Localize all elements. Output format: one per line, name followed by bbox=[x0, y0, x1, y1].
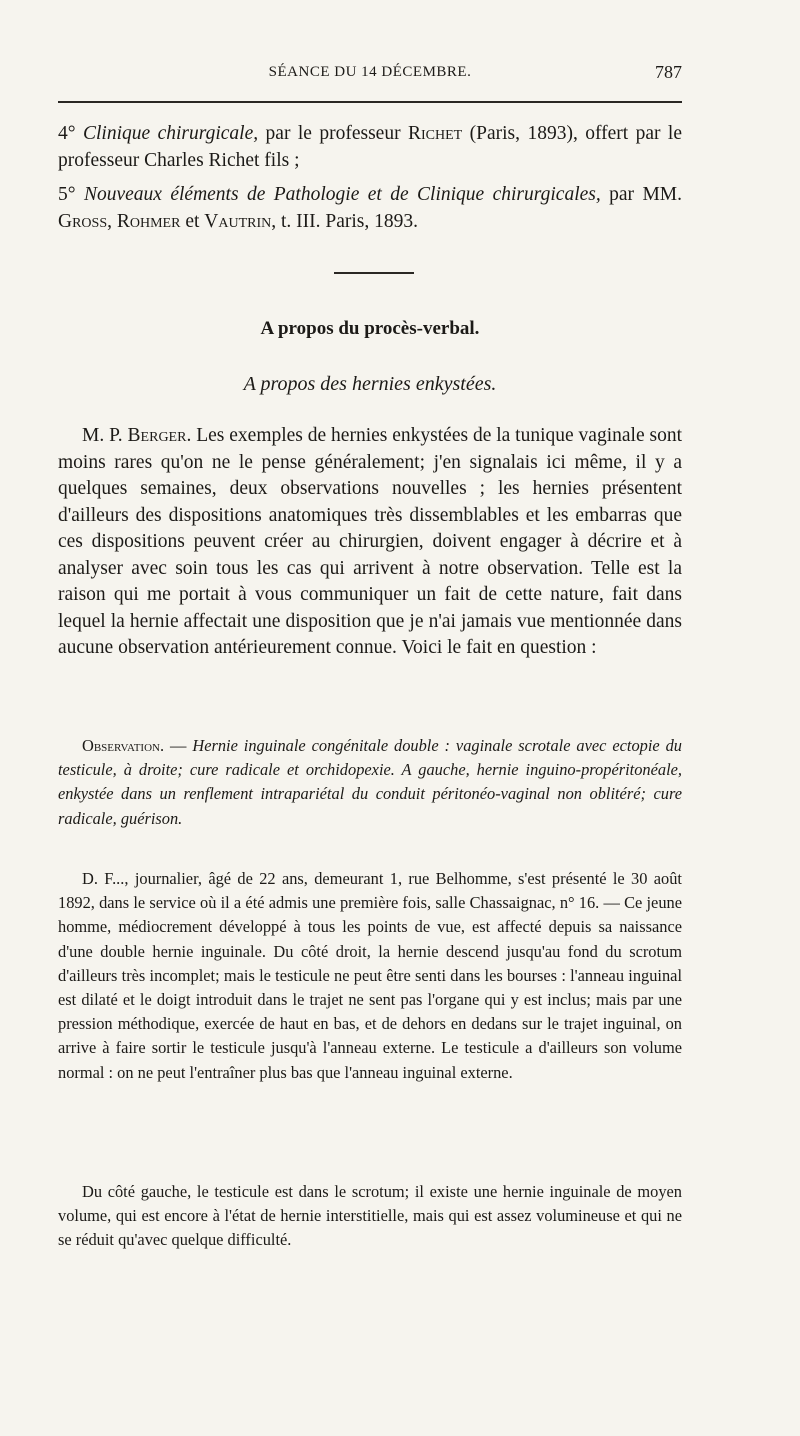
item-number: 4° bbox=[58, 123, 76, 144]
item-text: t. III. Paris, 1893. bbox=[280, 210, 419, 232]
item-text: (Paris, 1893), offert par le professeur Charles Richet fils ; bbox=[58, 123, 682, 171]
author-name: Rohmer bbox=[116, 210, 181, 232]
paragraph-text: Les exemples de hernies enkystées de la tunique vaginale sont moins rares qu'on ne le pense généralement; j'en signalais ici même, il y a quelques semaines, deux observations nouvelles ; les hernies présentent d'ailleurs des dispositions anatomiques très dissemblables et les embarras que ces dispositions peuvent créer au chirurgien, doivent engager à décrire et à analyser avec soin tous les cas qui arrivent à notre observation. Telle est la raison qui me portait à vous communiquer un fait de cette nature, fait dans lequel la hernie affectait une disposition que je n'ai jamais vue mentionnée dans aucune observation antérieurement connue. Voici le fait en question : bbox=[58, 425, 682, 658]
speaker-name: Berger. bbox=[127, 425, 192, 446]
author-name: Richet bbox=[408, 123, 463, 144]
item-text: par MM. bbox=[609, 184, 683, 205]
item-text: par le professeur bbox=[265, 123, 401, 144]
header-rule bbox=[58, 101, 682, 103]
item-text: et bbox=[185, 210, 200, 232]
section-separator bbox=[334, 272, 414, 274]
running-head bbox=[58, 64, 682, 90]
berger-paragraph bbox=[58, 423, 682, 662]
author-name: Gross, bbox=[58, 210, 112, 232]
observation-title: Hernie inguinale congénitale double : vaginale scrotale avec ectopie du testicule, à droite; cure radicale et orchidopexie. A gauche, hernie inguino-propéritonéale, enkystée dans un renflement intrapariétal du conduit péritonéo-vaginal non oblitéré; cure radicale, guérison. bbox=[58, 736, 682, 828]
running-title: SÉANCE DU 14 DÉCEMBRE. bbox=[268, 64, 472, 80]
section-title: A propos du procès-verbal. bbox=[260, 318, 480, 339]
book-title: Nouveaux éléments de Pathologie et de Clinique chirurgicales, bbox=[83, 184, 601, 205]
page-number: 787 bbox=[655, 62, 682, 82]
observation-label: Observation. bbox=[82, 736, 165, 755]
observation-paragraph-1: D. F..., journalier, âgé de 22 ans, demeurant 1, rue Belhomme, s'est présenté le 30 août 1892, dans le service où il a été admis une première fois, salle Chassaignac, n° 16. — Ce jeune homme, médiocrement développé à tous les points de vue, est affecté depuis sa naissance d'une double hernie inguinale. Du côté droit, la hernie descend jusqu'au fond du scrotum d'ailleurs très incomplet; mais le testicule ne peut être senti dans les bourses : l'anneau inguinal est dilaté et le doigt introduit dans le trajet ne sent pas l'organe qui y est inclus; mais par une pression méthodique, exercée de haut en bas, et de dehors en dedans sur le trajet inguinal, on arrive à faire sortir le testicule jusqu'à l'anneau externe. Le testicule a d'ailleurs son volume normal : on ne peut l'entraîner plus bas que l'anneau inguinal externe. bbox=[58, 869, 682, 1082]
book-title: Clinique chirurgicale, bbox=[82, 123, 259, 144]
em-dash: — bbox=[170, 736, 187, 755]
observation-heading bbox=[58, 734, 682, 831]
list-item-4 bbox=[58, 121, 682, 174]
section-subtitle: A propos des hernies enkystées. bbox=[243, 373, 497, 395]
speaker-prefix: M. P. bbox=[82, 425, 123, 446]
observation-paragraph-2: Du côté gauche, le testicule est dans le scrotum; il existe une hernie inguinale de moyen volume, qui est encore à l'état de hernie interstitielle, mais qui est assez volumineuse et qui ne se réduit qu'avec quelque difficulté. bbox=[58, 1182, 682, 1250]
item-number: 5° bbox=[58, 184, 76, 205]
author-name: Vautrin, bbox=[204, 210, 277, 232]
list-item-5 bbox=[58, 182, 682, 235]
